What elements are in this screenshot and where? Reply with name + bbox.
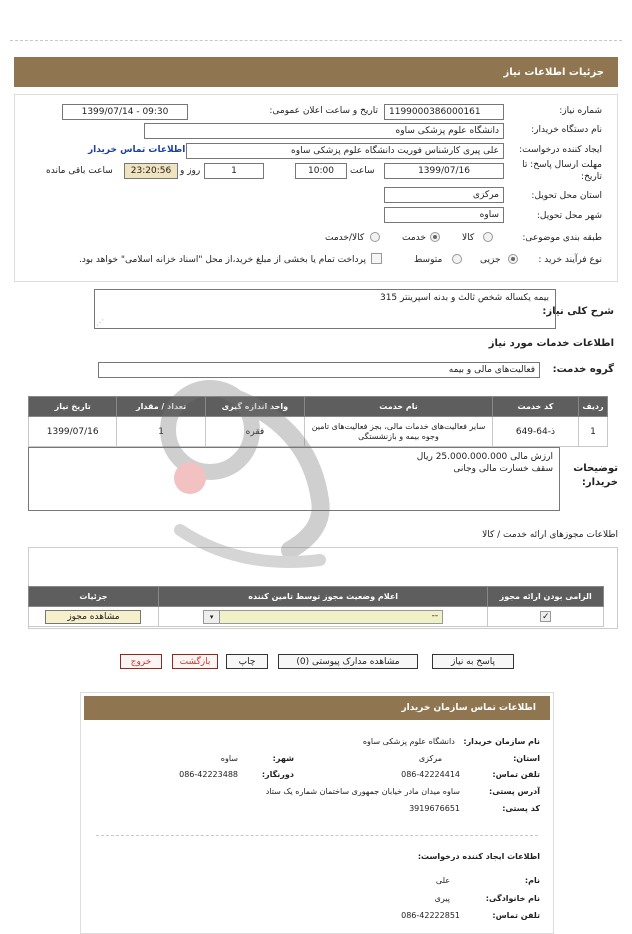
reply-button[interactable]: پاسخ به نیاز xyxy=(432,654,514,669)
requester-last-label: نام خانوادگی: xyxy=(485,894,540,903)
deadline-label: مهلت ارسال پاسخ: تا تاریخ: xyxy=(522,160,602,182)
checkmark-icon: ✓ xyxy=(541,612,550,622)
city-label: شهر محل تحویل: xyxy=(536,211,602,221)
buyer-notes-field xyxy=(28,447,560,511)
remaining-label: ساعت باقی مانده xyxy=(46,166,113,176)
remaining-time-field: 23:20:56 xyxy=(124,163,178,179)
need-number-label: شماره نیاز: xyxy=(559,106,602,116)
contact-province-label: استان: xyxy=(513,754,540,763)
col-date: تاریخ نیاز xyxy=(29,397,117,417)
services-table xyxy=(28,396,608,447)
buyer-notes-line1: ارزش مالی 25.000.000.000 ریال xyxy=(416,452,553,462)
contact-info-link[interactable]: اطلاعات تماس خریدار xyxy=(88,145,186,155)
page-header xyxy=(14,57,618,87)
col-permit-status: اعلام وضعیت مجوز توسط تامین کننده xyxy=(158,587,488,607)
services-title: اطلاعات خدمات مورد نیاز xyxy=(488,338,614,349)
buyer-notes-label: توضیحات خریدار: xyxy=(573,463,618,488)
description-text: بیمه یکساله شخص ثالث و بدنه اسپرینتر 315 xyxy=(379,293,549,303)
contact-org-row xyxy=(363,737,540,746)
col-qty: تعداد / مقدار xyxy=(117,397,205,417)
col-name: نام خدمت xyxy=(305,397,493,417)
process-minor-label: جزیی xyxy=(480,255,501,265)
resize-grip-icon[interactable]: ⋰ xyxy=(96,318,104,327)
payment-note: پرداخت تمام یا بخشی از مبلغ خرید،از محل "اسناد خزانه اسلامی" خواهد بود. xyxy=(78,255,366,265)
print-button[interactable]: چاپ xyxy=(226,654,268,669)
contact-postal-value: 3919676651 xyxy=(409,804,460,813)
service-group-label: گروه خدمت: xyxy=(552,364,614,375)
table-row xyxy=(29,607,604,627)
creator-field: علی پیری کارشناس فوریت دانشگاه علوم پزشکی ساوه xyxy=(186,143,504,159)
category-goods-radio[interactable] xyxy=(483,232,493,242)
category-service-radio[interactable] xyxy=(430,232,440,242)
process-medium-label: متوسط xyxy=(414,255,443,265)
contact-address-value: ساوه میدان مادر خیابان جمهوری ساختمان شماره یک ستاد xyxy=(265,787,460,796)
page-title: جزئیات اطلاعات نیاز xyxy=(503,66,604,78)
requester-last-value: پیری xyxy=(434,894,450,903)
contact-city-value: ساوه xyxy=(220,754,238,763)
requester-phone-value: 086-42222851 xyxy=(401,911,460,920)
row-name: سایر فعالیت‌های خدمات مالی، بجز فعالیت‌های تامین وجوه بیمه و بازنشستگی xyxy=(305,417,493,447)
permit-status-cell xyxy=(158,607,488,627)
contact-header xyxy=(84,696,550,720)
col-index: ردیف xyxy=(579,397,608,417)
table-row xyxy=(29,417,608,447)
contact-province-value: مرکزی xyxy=(418,754,442,763)
col-unit: واحد اندازه گیری xyxy=(205,397,304,417)
permit-required-cell xyxy=(488,607,604,627)
col-permit-required: الزامی بودن ارائه مجوز xyxy=(488,587,604,607)
city-field: ساوه xyxy=(384,207,504,223)
contact-title: اطلاعات تماس سازمان خریدار xyxy=(401,703,536,713)
contact-divider xyxy=(96,835,538,836)
buyer-org-label: نام دستگاه خریدار: xyxy=(531,125,602,135)
permit-details-cell xyxy=(29,607,159,627)
province-label: استان محل تحویل: xyxy=(531,191,602,201)
top-divider xyxy=(10,40,622,41)
attachments-button[interactable]: مشاهده مدارک پیوستی (0) xyxy=(278,654,418,669)
deadline-date-field: 1399/07/16 xyxy=(384,163,504,179)
description-label: شرح کلی نیاز: xyxy=(542,306,614,317)
row-code: ذ-64-649 xyxy=(492,417,578,447)
permit-status-select[interactable] xyxy=(203,610,443,624)
process-label: نوع فرآیند خرید : xyxy=(538,255,602,265)
col-permit-details: جزئیات xyxy=(29,587,159,607)
announce-label: تاریخ و ساعت اعلان عمومی: xyxy=(269,106,378,116)
permits-header-row xyxy=(29,587,604,607)
need-number-field: 1199000386000161 xyxy=(384,104,504,120)
permits-title: اطلاعات مجوزهای ارائه خدمت / کالا xyxy=(482,530,618,540)
contact-city-label: شهر: xyxy=(272,754,294,763)
announce-field: 1399/07/14 - 09:30 xyxy=(62,104,188,120)
view-permit-button[interactable]: مشاهده مجوز xyxy=(45,610,141,624)
days-label: روز و xyxy=(180,166,201,176)
treasury-checkbox[interactable] xyxy=(371,253,382,264)
description-field xyxy=(94,289,556,329)
requester-first-value: علی xyxy=(435,876,450,885)
process-medium-radio[interactable] xyxy=(452,254,462,264)
deadline-time-field: 10:00 xyxy=(295,163,347,179)
service-group-field: فعالیت‌های مالی و بیمه xyxy=(98,362,540,378)
days-field: 1 xyxy=(204,163,264,179)
category-goods-label: کالا xyxy=(462,233,475,243)
permit-status-value: -- xyxy=(431,610,439,621)
row-date: 1399/07/16 xyxy=(29,417,117,447)
contact-phone-value: 086-42224414 xyxy=(401,770,460,779)
category-both-radio[interactable] xyxy=(370,232,380,242)
category-both-label: کالا/خدمت xyxy=(325,233,365,243)
contact-postal-label: کد پستی: xyxy=(502,804,540,813)
buyer-notes-line2: سقف خسارت مالی وجانی xyxy=(453,464,553,474)
contact-fax-label: دورنگار: xyxy=(261,770,294,779)
requester-first-label: نام: xyxy=(524,876,540,885)
requester-phone-label: تلفن تماس: xyxy=(492,911,540,920)
requester-title: اطلاعات ایجاد کننده درخواست: xyxy=(417,852,540,861)
row-unit: فقره xyxy=(205,417,304,447)
services-header-row xyxy=(29,397,608,417)
time-label: ساعت xyxy=(350,166,375,176)
back-button[interactable]: بازگشت xyxy=(172,654,218,669)
chevron-down-icon[interactable]: ▾ xyxy=(204,611,220,623)
contact-card xyxy=(80,692,554,934)
creator-label: ایجاد کننده درخواست: xyxy=(519,145,602,155)
category-service-label: خدمت xyxy=(402,233,426,243)
category-label: طبقه بندی موضوعی: xyxy=(522,233,602,243)
contact-org-label: نام سازمان خریدار: xyxy=(463,737,540,746)
contact-org-value: دانشگاه علوم پزشکی ساوه xyxy=(362,737,455,746)
province-field: مرکزی xyxy=(384,187,504,203)
permits-table xyxy=(28,586,604,627)
contact-phone-label: تلفن تماس: xyxy=(492,770,540,779)
exit-button[interactable]: خروج xyxy=(120,654,162,669)
col-code: کد خدمت xyxy=(492,397,578,417)
row-qty: 1 xyxy=(117,417,205,447)
contact-address-label: آدرس پستی: xyxy=(489,787,540,796)
row-index: 1 xyxy=(579,417,608,447)
buyer-org-field: دانشگاه علوم پزشکی ساوه xyxy=(144,123,504,139)
process-minor-radio[interactable] xyxy=(508,254,518,264)
contact-fax-value: 086-42223488 xyxy=(179,770,238,779)
